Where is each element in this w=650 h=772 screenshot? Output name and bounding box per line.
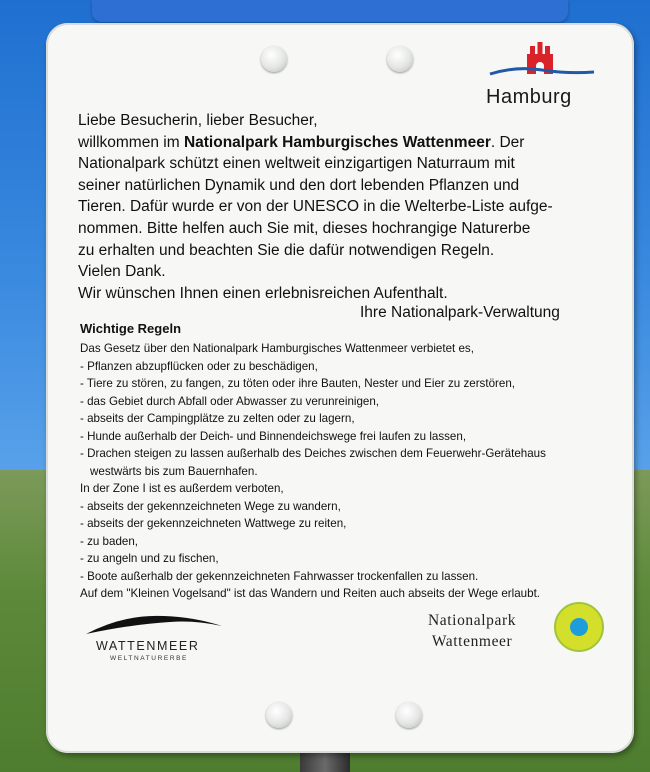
screw-top-left xyxy=(261,46,287,72)
intro-line: nommen. Bitte helfen auch Sie mit, dieses hochrangige Naturerbe xyxy=(78,219,531,237)
nationalpark-wordmark: Nationalpark Wattenmeer xyxy=(428,612,517,650)
signature: Ihre Nationalpark-Verwaltung xyxy=(360,304,560,321)
rule-line: - Hunde außerhalb der Deich- und Binnendeichswege frei laufen zu lassen, xyxy=(80,429,467,443)
rule-line: - abseits der gekennzeichneten Wege zu wandern, xyxy=(80,499,341,513)
rule-line: - abseits der gekennzeichneten Wattwege zu reiten, xyxy=(80,517,347,530)
intro-line: Vielen Dank. xyxy=(78,263,166,281)
nationalpark-emblem xyxy=(554,602,604,652)
rule-line: Das Gesetz über den Nationalpark Hamburgisches Wattenmeer verbietet es, xyxy=(80,342,474,355)
welcome-text xyxy=(78,110,598,304)
rule-line: - zu baden, xyxy=(80,534,139,548)
rule-line: In der Zone I ist es außerdem verboten, xyxy=(80,482,284,495)
rule-line: Auf dem "Kleinen Vogelsand" ist das Wandern und Reiten auch abseits der Wege erlaubt. xyxy=(80,587,541,600)
intro-line: Wir wünschen Ihnen einen erlebnisreichen Aufenthalt. xyxy=(78,284,448,302)
rule-line: - abseits der Campingplätze zu zelten oder zu lagern, xyxy=(80,412,355,425)
emblem-center xyxy=(570,618,588,636)
rules-heading: Wichtige Regeln xyxy=(80,321,182,336)
intro-line: willkommen im Nationalpark Hamburgisches Wattenmeer. Der xyxy=(78,133,525,151)
hamburg-wordmark: Hamburg xyxy=(486,86,572,108)
blue-sign-above xyxy=(92,0,568,22)
intro-line: Nationalpark schützt einen weltweit einzigartigen Naturraum mit xyxy=(78,155,515,173)
rule-line: - das Gebiet durch Abfall oder Abwasser zu verunreinigen, xyxy=(80,394,380,408)
park-name: Nationalpark Hamburgisches Wattenmeer xyxy=(183,133,491,151)
rule-line: - Boote außerhalb der gekennzeichneten Fahrwasser trockenfallen zu lassen. xyxy=(80,569,479,583)
intro-line: Tieren. Dafür wurde er von der UNESCO in die Welterbe-Liste aufge- xyxy=(78,198,553,216)
intro-line: seiner natürlichen Dynamik und den dort lebenden Pflanzen und xyxy=(78,176,520,194)
rule-line: - zu angeln und zu fischen, xyxy=(80,552,219,565)
wattenmeer-wordmark: WATTENMEER xyxy=(96,639,200,653)
rule-line: westwärts bis zum Bauernhafen. xyxy=(90,464,258,478)
rule-line: - Drachen steigen zu lassen außerhalb des Deiches zwischen dem Feuerwehr-Gerätehaus xyxy=(80,447,546,460)
rule-line: - Pflanzen abzupflücken oder zu beschädigen, xyxy=(80,359,318,373)
rules-list xyxy=(80,340,610,603)
weltnaturerbe-subtitle: WELTNATURERBE xyxy=(110,655,188,662)
intro-line: Liebe Besucherin, lieber Besucher, xyxy=(78,112,318,129)
screw-top-right xyxy=(387,46,413,72)
screw-bottom-right xyxy=(396,702,422,728)
rule-line: - Tiere zu stören, zu fangen, zu töten oder ihre Bauten, Nester und Eier zu zerstören, xyxy=(80,377,516,390)
screw-bottom-left xyxy=(266,702,292,728)
intro-line: zu erhalten und beachten Sie die dafür notwendigen Regeln. xyxy=(78,241,495,259)
